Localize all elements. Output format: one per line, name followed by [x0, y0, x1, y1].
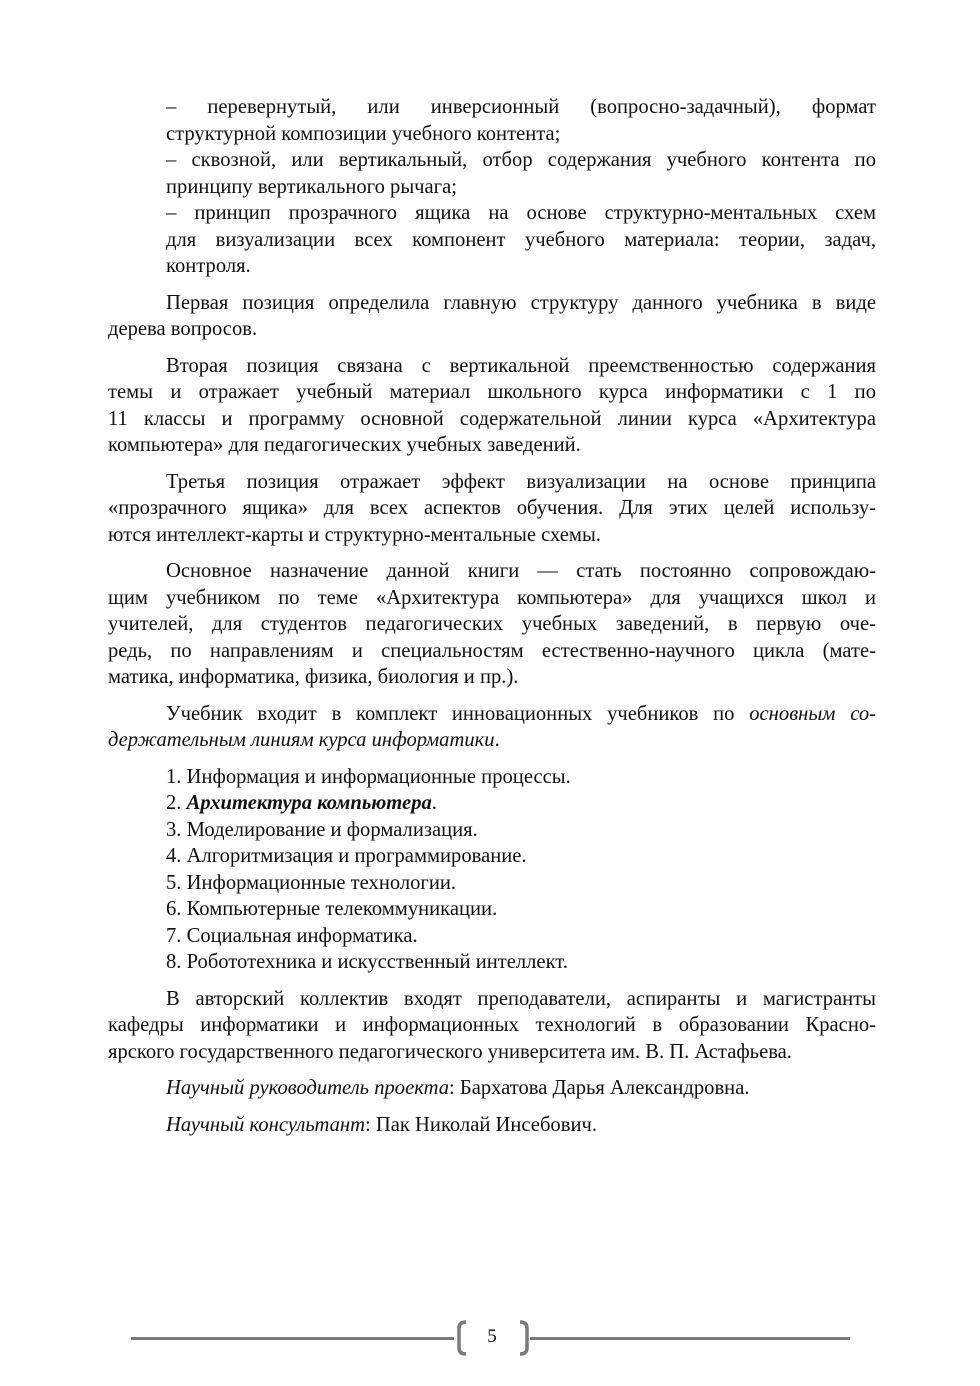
text-run: структурной композиции учебного контента; — [166, 122, 561, 145]
page-number: 5 — [487, 1326, 497, 1347]
text-run: 11 классы и программу основной содержательной линии курса «Архитектура — [108, 407, 876, 430]
paragraph — [108, 1075, 876, 1102]
text-line — [166, 94, 876, 121]
text-run: 7. Социальная информатика. — [166, 924, 418, 947]
text-run: 4. Алгоритмизация и программирование. — [166, 845, 527, 867]
text-run: 6. Компьютерные телекоммуникации. — [166, 898, 498, 920]
paragraph — [108, 558, 876, 691]
numbered-list — [108, 764, 876, 976]
text-line — [108, 727, 876, 754]
paragraph — [108, 353, 876, 459]
text-run: . — [494, 729, 500, 751]
list-item — [166, 923, 876, 950]
text-run: редь, по направлениям и специальностям естественно-научного цикла (мате- — [108, 639, 876, 662]
text-line — [108, 316, 876, 343]
footer-rule-right — [530, 1337, 850, 1340]
list-item — [166, 764, 876, 791]
text-line — [108, 1012, 876, 1039]
text-line — [108, 406, 876, 433]
text-run: 5. Информационные технологии. — [166, 871, 457, 894]
footer-rule-left — [131, 1337, 454, 1340]
text-run: 2. — [166, 792, 187, 814]
text-line — [108, 558, 876, 585]
text-line — [108, 432, 876, 459]
text-run: принципу вертикального рычага; — [166, 175, 457, 198]
text-line — [108, 469, 876, 496]
text-run: 3. Моделирование и формализация. — [166, 818, 478, 841]
text-line — [108, 379, 876, 406]
text-run: – принцип прозрачного ящика на основе структурно-ментальных схем — [166, 202, 876, 224]
text-run: Третья позиция отражает эффект визуализации на основе принципа — [166, 470, 876, 493]
text-run: ются интеллект-карты и структурно-ментальные схемы. — [108, 523, 601, 546]
list-item — [166, 790, 876, 817]
list-item — [166, 843, 876, 870]
text-run: щим учебником по теме «Архитектура компьютера» для учащихся школ и — [108, 586, 876, 609]
page-footer — [0, 1318, 980, 1358]
text-run: компьютера» для педагогических учебных заведений. — [108, 434, 581, 456]
text-line — [108, 986, 876, 1013]
text-line — [108, 664, 876, 691]
text-line — [108, 611, 876, 638]
text-run: . — [431, 792, 437, 814]
list-item — [166, 949, 876, 976]
text-line — [108, 353, 876, 380]
text-run: Первая позиция определила главную структуру данного учебника в виде — [166, 291, 876, 314]
emphasized-text: Архитектура компьютера — [186, 792, 432, 814]
text-line — [166, 174, 876, 201]
paragraph — [108, 469, 876, 549]
emphasized-text: Научный консультант — [166, 1113, 366, 1136]
bullet-item — [108, 200, 876, 280]
paragraph — [108, 290, 876, 343]
list-item — [166, 870, 876, 897]
text-line — [108, 701, 876, 728]
text-line — [108, 585, 876, 612]
text-run: матика, информатика, физика, биология и пр.). — [108, 666, 519, 688]
bullet-item — [108, 147, 876, 200]
text-line — [166, 253, 876, 280]
text-line — [166, 121, 876, 148]
text-run: : Бархатова Дарья Александровна. — [449, 1077, 750, 1099]
text-run: Вторая позиция связана с вертикальной преемственностью содержания — [166, 354, 876, 377]
text-run: контроля. — [166, 255, 251, 277]
text-run: – сквозной, или вертикальный, отбор содержания учебного контента по — [166, 149, 876, 171]
list-item — [166, 896, 876, 923]
paragraph — [108, 1112, 876, 1139]
text-line — [108, 1075, 876, 1102]
text-run: дерева вопросов. — [108, 318, 258, 340]
text-run: В авторский коллектив входят преподаватели, аспиранты и магистранты — [166, 987, 876, 1010]
text-run: – перевернутый, или инверсионный (вопросно-задачный), формат — [166, 96, 876, 118]
text-line — [108, 495, 876, 522]
emphasized-text: Научный руководитель проекта — [166, 1077, 450, 1099]
text-line — [108, 1039, 876, 1066]
list-item — [166, 817, 876, 844]
text-run: 1. Информация и информационные процессы. — [166, 765, 571, 788]
text-run: ярского государственного педагогического университета им. В. П. Астафьева. — [108, 1040, 792, 1063]
text-run: для визуализации всех компонент учебного материала: теории, задач, — [166, 228, 876, 251]
text-run: Основное назначение данной книги — стать постоянно сопровождаю- — [166, 560, 876, 582]
text-line — [108, 638, 876, 665]
text-run: : Пак Николай Инсебович. — [365, 1113, 597, 1136]
emphasized-text: основным со- — [749, 702, 876, 725]
text-line — [166, 147, 876, 174]
text-line — [166, 227, 876, 254]
text-line — [166, 200, 876, 227]
paragraph — [108, 986, 876, 1066]
text-run: темы и отражает учебный материал школьного курса информатики с 1 по — [108, 381, 876, 403]
text-run: кафедры информатики и информационных технологий в образовании Красно- — [108, 1014, 876, 1036]
page-body — [108, 94, 876, 1148]
text-line — [108, 522, 876, 549]
text-run: 8. Робототехника и искусственный интеллект. — [166, 951, 568, 973]
emphasized-text: держательным линиям курса информатики — [108, 729, 495, 751]
text-run: «прозрачного ящика» для всех аспектов обучения. Для этих целей использу- — [108, 497, 876, 519]
text-run: Учебник входит в комплект инновационных учебников по — [166, 702, 750, 725]
bullet-item — [108, 94, 876, 147]
text-line — [108, 290, 876, 317]
text-line — [108, 1112, 876, 1139]
paragraph — [108, 701, 876, 754]
text-run: учителей, для студентов педагогических учебных заведений, в первую оче- — [108, 613, 876, 635]
